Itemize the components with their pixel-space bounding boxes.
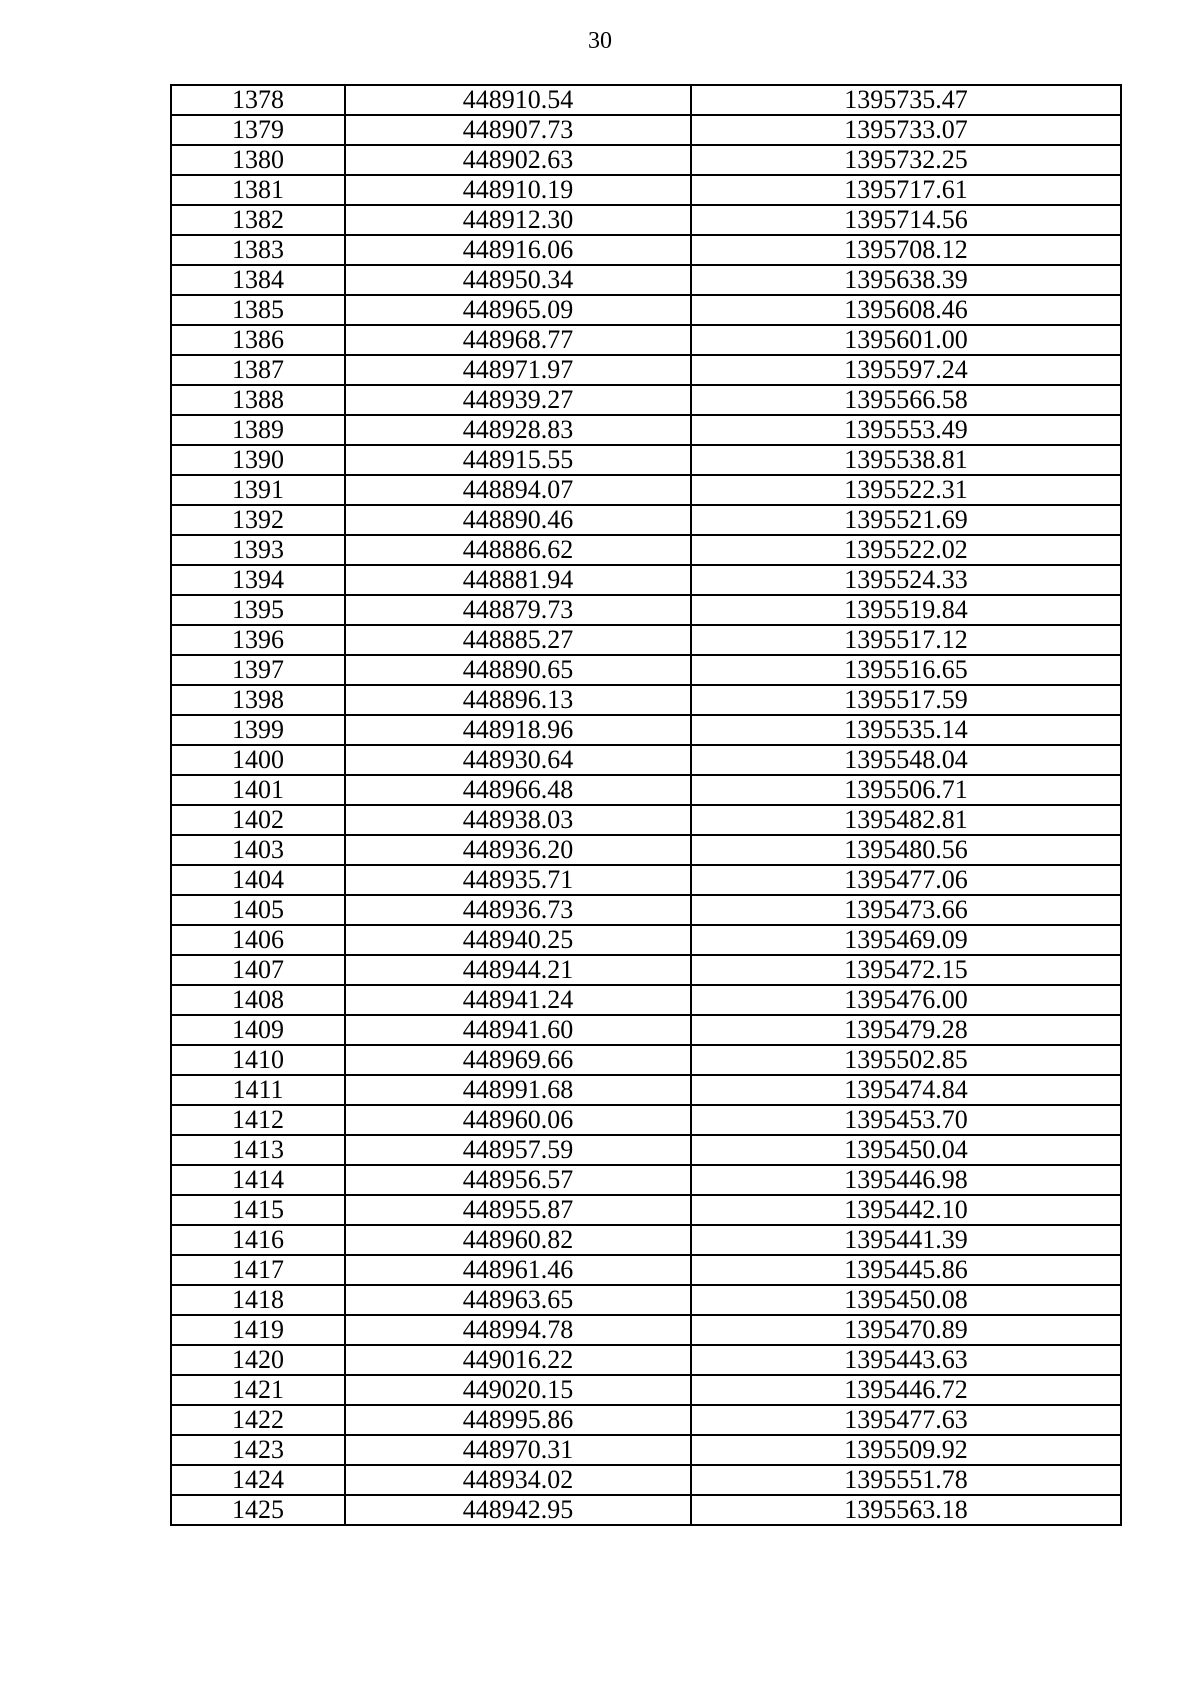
point-number-cell: 1419 (171, 1315, 345, 1345)
point-number-cell: 1415 (171, 1195, 345, 1225)
point-number-cell: 1402 (171, 805, 345, 835)
page-number: 30 (588, 28, 612, 54)
table-row (171, 235, 1121, 265)
y-coordinate-cell: 1395450.08 (691, 1285, 1121, 1315)
y-coordinate-cell: 1395522.02 (691, 535, 1121, 565)
point-number-cell: 1381 (171, 175, 345, 205)
point-number-cell: 1390 (171, 445, 345, 475)
y-coordinate-cell: 1395450.04 (691, 1135, 1121, 1165)
point-number-cell: 1401 (171, 775, 345, 805)
x-coordinate-cell: 448885.27 (345, 625, 691, 655)
y-coordinate-cell: 1395506.71 (691, 775, 1121, 805)
table-row (171, 1405, 1121, 1435)
y-coordinate-cell: 1395470.89 (691, 1315, 1121, 1345)
y-coordinate-cell: 1395441.39 (691, 1225, 1121, 1255)
y-coordinate-cell: 1395538.81 (691, 445, 1121, 475)
table-row (171, 865, 1121, 895)
y-coordinate-cell: 1395638.39 (691, 265, 1121, 295)
x-coordinate-cell: 449020.15 (345, 1375, 691, 1405)
x-coordinate-cell: 448886.62 (345, 535, 691, 565)
y-coordinate-cell: 1395566.58 (691, 385, 1121, 415)
x-coordinate-cell: 448942.95 (345, 1495, 691, 1525)
y-coordinate-cell: 1395446.72 (691, 1375, 1121, 1405)
x-coordinate-cell: 448939.27 (345, 385, 691, 415)
table-row (171, 1075, 1121, 1105)
table-row (171, 1135, 1121, 1165)
table-row (171, 115, 1121, 145)
y-coordinate-cell: 1395476.00 (691, 985, 1121, 1015)
y-coordinate-cell: 1395553.49 (691, 415, 1121, 445)
table-row (171, 1345, 1121, 1375)
y-coordinate-cell: 1395517.59 (691, 685, 1121, 715)
x-coordinate-cell: 448935.71 (345, 865, 691, 895)
table-row (171, 1015, 1121, 1045)
x-coordinate-cell: 448934.02 (345, 1465, 691, 1495)
table-row (171, 415, 1121, 445)
table-row (171, 85, 1121, 115)
table-row (171, 445, 1121, 475)
point-number-cell: 1408 (171, 985, 345, 1015)
table-row (171, 685, 1121, 715)
x-coordinate-cell: 449016.22 (345, 1345, 691, 1375)
y-coordinate-cell: 1395563.18 (691, 1495, 1121, 1525)
y-coordinate-cell: 1395477.06 (691, 865, 1121, 895)
x-coordinate-cell: 448957.59 (345, 1135, 691, 1165)
coordinates-table-body (171, 85, 1121, 1525)
y-coordinate-cell: 1395714.56 (691, 205, 1121, 235)
table-row (171, 535, 1121, 565)
x-coordinate-cell: 448936.20 (345, 835, 691, 865)
table-row (171, 1375, 1121, 1405)
y-coordinate-cell: 1395735.47 (691, 85, 1121, 115)
point-number-cell: 1425 (171, 1495, 345, 1525)
y-coordinate-cell: 1395482.81 (691, 805, 1121, 835)
point-number-cell: 1379 (171, 115, 345, 145)
table-row (171, 1315, 1121, 1345)
x-coordinate-cell: 448902.63 (345, 145, 691, 175)
point-number-cell: 1417 (171, 1255, 345, 1285)
x-coordinate-cell: 448936.73 (345, 895, 691, 925)
point-number-cell: 1398 (171, 685, 345, 715)
x-coordinate-cell: 448915.55 (345, 445, 691, 475)
y-coordinate-cell: 1395522.31 (691, 475, 1121, 505)
point-number-cell: 1412 (171, 1105, 345, 1135)
x-coordinate-cell: 448961.46 (345, 1255, 691, 1285)
x-coordinate-cell: 448960.06 (345, 1105, 691, 1135)
x-coordinate-cell: 448950.34 (345, 265, 691, 295)
point-number-cell: 1413 (171, 1135, 345, 1165)
y-coordinate-cell: 1395473.66 (691, 895, 1121, 925)
point-number-cell: 1416 (171, 1225, 345, 1255)
point-number-cell: 1418 (171, 1285, 345, 1315)
y-coordinate-cell: 1395551.78 (691, 1465, 1121, 1495)
point-number-cell: 1403 (171, 835, 345, 865)
x-coordinate-cell: 448970.31 (345, 1435, 691, 1465)
point-number-cell: 1409 (171, 1015, 345, 1045)
x-coordinate-cell: 448907.73 (345, 115, 691, 145)
x-coordinate-cell: 448995.86 (345, 1405, 691, 1435)
point-number-cell: 1395 (171, 595, 345, 625)
x-coordinate-cell: 448912.30 (345, 205, 691, 235)
table-row (171, 1105, 1121, 1135)
y-coordinate-cell: 1395519.84 (691, 595, 1121, 625)
point-number-cell: 1421 (171, 1375, 345, 1405)
point-number-cell: 1391 (171, 475, 345, 505)
table-row (171, 985, 1121, 1015)
y-coordinate-cell: 1395480.56 (691, 835, 1121, 865)
y-coordinate-cell: 1395453.70 (691, 1105, 1121, 1135)
table-row (171, 565, 1121, 595)
point-number-cell: 1407 (171, 955, 345, 985)
table-row (171, 1495, 1121, 1525)
point-number-cell: 1404 (171, 865, 345, 895)
y-coordinate-cell: 1395443.63 (691, 1345, 1121, 1375)
point-number-cell: 1420 (171, 1345, 345, 1375)
table-row (171, 925, 1121, 955)
y-coordinate-cell: 1395517.12 (691, 625, 1121, 655)
table-row (171, 385, 1121, 415)
point-number-cell: 1380 (171, 145, 345, 175)
point-number-cell: 1406 (171, 925, 345, 955)
point-number-cell: 1396 (171, 625, 345, 655)
x-coordinate-cell: 448971.97 (345, 355, 691, 385)
y-coordinate-cell: 1395477.63 (691, 1405, 1121, 1435)
y-coordinate-cell: 1395708.12 (691, 235, 1121, 265)
point-number-cell: 1400 (171, 745, 345, 775)
y-coordinate-cell: 1395717.61 (691, 175, 1121, 205)
point-number-cell: 1424 (171, 1465, 345, 1495)
point-number-cell: 1394 (171, 565, 345, 595)
table-row (171, 715, 1121, 745)
coordinates-table (170, 84, 1122, 1526)
table-row (171, 1285, 1121, 1315)
table-row (171, 505, 1121, 535)
x-coordinate-cell: 448928.83 (345, 415, 691, 445)
x-coordinate-cell: 448940.25 (345, 925, 691, 955)
point-number-cell: 1385 (171, 295, 345, 325)
table-row (171, 1435, 1121, 1465)
point-number-cell: 1383 (171, 235, 345, 265)
y-coordinate-cell: 1395469.09 (691, 925, 1121, 955)
table-row (171, 1195, 1121, 1225)
y-coordinate-cell: 1395474.84 (691, 1075, 1121, 1105)
point-number-cell: 1378 (171, 85, 345, 115)
table-row (171, 805, 1121, 835)
x-coordinate-cell: 448930.64 (345, 745, 691, 775)
table-row (171, 1165, 1121, 1195)
x-coordinate-cell: 448890.65 (345, 655, 691, 685)
table-row (171, 625, 1121, 655)
table-row (171, 295, 1121, 325)
table-row (171, 265, 1121, 295)
x-coordinate-cell: 448896.13 (345, 685, 691, 715)
x-coordinate-cell: 448956.57 (345, 1165, 691, 1195)
table-row (171, 595, 1121, 625)
table-row (171, 1255, 1121, 1285)
y-coordinate-cell: 1395446.98 (691, 1165, 1121, 1195)
point-number-cell: 1392 (171, 505, 345, 535)
y-coordinate-cell: 1395733.07 (691, 115, 1121, 145)
x-coordinate-cell: 448938.03 (345, 805, 691, 835)
y-coordinate-cell: 1395732.25 (691, 145, 1121, 175)
y-coordinate-cell: 1395516.65 (691, 655, 1121, 685)
x-coordinate-cell: 448969.66 (345, 1045, 691, 1075)
x-coordinate-cell: 448894.07 (345, 475, 691, 505)
y-coordinate-cell: 1395524.33 (691, 565, 1121, 595)
point-number-cell: 1410 (171, 1045, 345, 1075)
y-coordinate-cell: 1395521.69 (691, 505, 1121, 535)
table-row (171, 475, 1121, 505)
x-coordinate-cell: 448890.46 (345, 505, 691, 535)
y-coordinate-cell: 1395601.00 (691, 325, 1121, 355)
table-row (171, 355, 1121, 385)
x-coordinate-cell: 448994.78 (345, 1315, 691, 1345)
y-coordinate-cell: 1395472.15 (691, 955, 1121, 985)
point-number-cell: 1397 (171, 655, 345, 685)
y-coordinate-cell: 1395445.86 (691, 1255, 1121, 1285)
x-coordinate-cell: 448879.73 (345, 595, 691, 625)
x-coordinate-cell: 448963.65 (345, 1285, 691, 1315)
x-coordinate-cell: 448941.60 (345, 1015, 691, 1045)
table-row (171, 745, 1121, 775)
table-row (171, 145, 1121, 175)
point-number-cell: 1405 (171, 895, 345, 925)
table-row (171, 325, 1121, 355)
x-coordinate-cell: 448910.19 (345, 175, 691, 205)
x-coordinate-cell: 448965.09 (345, 295, 691, 325)
table-row (171, 1225, 1121, 1255)
point-number-cell: 1411 (171, 1075, 345, 1105)
point-number-cell: 1388 (171, 385, 345, 415)
y-coordinate-cell: 1395442.10 (691, 1195, 1121, 1225)
x-coordinate-cell: 448991.68 (345, 1075, 691, 1105)
point-number-cell: 1387 (171, 355, 345, 385)
point-number-cell: 1386 (171, 325, 345, 355)
table-row (171, 655, 1121, 685)
point-number-cell: 1389 (171, 415, 345, 445)
x-coordinate-cell: 448960.82 (345, 1225, 691, 1255)
point-number-cell: 1422 (171, 1405, 345, 1435)
x-coordinate-cell: 448918.96 (345, 715, 691, 745)
point-number-cell: 1399 (171, 715, 345, 745)
x-coordinate-cell: 448966.48 (345, 775, 691, 805)
x-coordinate-cell: 448916.06 (345, 235, 691, 265)
x-coordinate-cell: 448944.21 (345, 955, 691, 985)
table-row (171, 895, 1121, 925)
table-row (171, 835, 1121, 865)
x-coordinate-cell: 448910.54 (345, 85, 691, 115)
y-coordinate-cell: 1395608.46 (691, 295, 1121, 325)
table-row (171, 955, 1121, 985)
point-number-cell: 1384 (171, 265, 345, 295)
x-coordinate-cell: 448955.87 (345, 1195, 691, 1225)
y-coordinate-cell: 1395548.04 (691, 745, 1121, 775)
table-row (171, 775, 1121, 805)
x-coordinate-cell: 448881.94 (345, 565, 691, 595)
y-coordinate-cell: 1395509.92 (691, 1435, 1121, 1465)
point-number-cell: 1423 (171, 1435, 345, 1465)
point-number-cell: 1414 (171, 1165, 345, 1195)
table-row (171, 1465, 1121, 1495)
point-number-cell: 1382 (171, 205, 345, 235)
table-row (171, 205, 1121, 235)
point-number-cell: 1393 (171, 535, 345, 565)
x-coordinate-cell: 448941.24 (345, 985, 691, 1015)
y-coordinate-cell: 1395479.28 (691, 1015, 1121, 1045)
y-coordinate-cell: 1395597.24 (691, 355, 1121, 385)
table-row (171, 1045, 1121, 1075)
x-coordinate-cell: 448968.77 (345, 325, 691, 355)
y-coordinate-cell: 1395502.85 (691, 1045, 1121, 1075)
y-coordinate-cell: 1395535.14 (691, 715, 1121, 745)
table-row (171, 175, 1121, 205)
